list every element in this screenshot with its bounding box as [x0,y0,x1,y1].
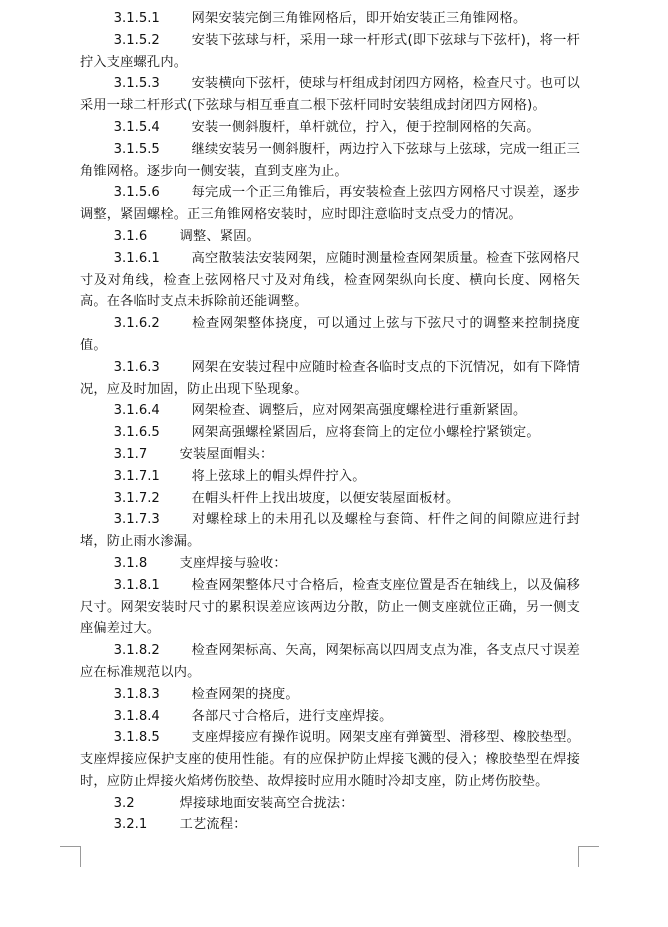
section-number: 3.1.8.2 [113,643,160,659]
paragraph [80,640,580,684]
paragraph-text: 各部尺寸合格后，进行支座焊接。 [191,708,393,724]
paragraph [80,73,580,117]
section-number: 3.1.7.2 [113,490,160,506]
section-number: 3.2.1 [113,817,148,833]
paragraph [80,509,580,553]
paragraph-text: 支座焊接应有操作说明。网架支座有弹簧型、滑移型、橡胶垫型。支座焊接应保护支座的使用性能。有的应保护防止焊接飞溅的侵入；橡胶垫型在焊接时，应防止焊接火焰烤伤胶垫、故焊接时应用水随时冷却支座，防止烤伤胶垫。 [80,730,580,789]
paragraph-text: 调整、紧固。 [179,228,260,244]
section-number: 3.1.6.3 [113,359,160,375]
section-number: 3.1.8.1 [113,577,160,593]
paragraph-text: 网架高强螺栓紧固后，应将套筒上的定位小螺栓拧紧锁定。 [191,425,540,441]
section-number: 3.2 [113,795,135,811]
paragraph [80,248,580,313]
paragraph [80,400,580,422]
paragraph-text: 检查网架整体尺寸合格后，检查支座位置是否在轴线上，以及偏移尺寸。网架安装时尺寸的累积误差应该两边分散，防止一侧支座就位正确，另一侧支座偏差过大。 [80,577,580,637]
paragraph [80,684,580,706]
paragraph-text: 安装横向下弦杆，使球与杆组成封闭四方网格，检查尺寸。也可以采用一球二杆形式(下弦球与相互垂直二根下弦杆同时安装组成封闭四方网格)。 [80,76,580,114]
paragraph [80,466,580,488]
paragraph-text: 焊接球地面安装高空合拢法： [179,795,354,811]
section-number: 3.1.6 [113,228,148,244]
paragraph [80,575,580,640]
paragraph [80,182,580,226]
section-number: 3.1.6.4 [113,403,160,419]
section-number: 3.1.5.2 [113,32,160,48]
paragraph [80,226,580,248]
paragraph-text: 安装一侧斜腹杆，单杆就位，拧入，便于控制网格的矢高。 [191,119,540,135]
paragraph [80,30,580,74]
paragraph-text: 检查网架标高、矢高，网架标高以四周支点为准，各支点尺寸误差应在标准规范以内。 [80,643,580,680]
section-number: 3.1.8.5 [113,730,160,746]
paragraph-text: 高空散装法安装网架，应随时测量检查网架质量。检查下弦网格尺寸及对角线，检查上弦网格尺寸及对角线，检查网架纵向长度、横向长度、网格矢高。在各临时支点未拆除前还能调整。 [80,250,580,310]
crop-mark-bottom-right [578,846,599,867]
paragraph [80,422,580,444]
section-number: 3.1.6.1 [113,250,160,266]
section-number: 3.1.8.3 [113,686,160,702]
document-body [80,8,580,836]
section-number: 3.1.5.6 [113,185,160,201]
section-number: 3.1.8 [113,555,148,571]
paragraph-text: 安装屋面帽头： [179,446,274,462]
paragraph [80,814,580,836]
paragraph [80,488,580,510]
paragraph-text: 每完成一个正三角锥后，再安装检查上弦四方网格尺寸误差，逐步调整，紧固螺栓。正三角锥网格安装时，应时即注意临时支点受力的情况。 [80,185,580,223]
section-number: 3.1.5.4 [113,119,160,135]
section-number: 3.1.8.4 [113,708,160,724]
paragraph-text: 检查网架整体挠度，可以通过上弦与下弦尺寸的调整来控制挠度值。 [80,316,580,353]
paragraph [80,553,580,575]
section-number: 3.1.6.2 [113,316,160,332]
paragraph-text: 工艺流程： [179,817,247,833]
section-number: 3.1.7.3 [113,512,160,528]
paragraph-text: 检查网架的挠度。 [191,686,299,702]
paragraph [80,706,580,728]
paragraph [80,8,580,30]
paragraph-text: 网架检查、调整后，应对网架高强度螺栓进行重新紧固。 [191,403,527,419]
paragraph-text: 支座焊接与验收： [179,555,287,571]
section-number: 3.1.5.1 [113,11,160,26]
paragraph-text: 继续安装另一侧斜腹杆，两边拧入下弦球与上弦球，完成一组正三角锥网格。逐步向一侧安装，直到支座为止。 [80,141,580,179]
paragraph [80,139,580,183]
paragraph [80,313,580,357]
paragraph-text: 对螺栓球上的未用孔以及螺栓与套筒、杆件之间的间隙应进行封堵，防止雨水渗漏。 [80,512,580,550]
section-number: 3.1.5.5 [113,141,160,157]
paragraph-text: 将上弦球上的帽头焊件拧入。 [191,468,366,484]
paragraph [80,357,580,401]
paragraph [80,117,580,139]
paragraph-text: 网架在安装过程中应随时检查各临时支点的下沉情况，如有下降情况，应及时加固，防止出现下坠现象。 [80,359,580,397]
crop-mark-bottom-left [60,846,81,867]
paragraph [80,793,580,815]
section-number: 3.1.7 [113,446,148,462]
paragraph [80,727,580,792]
paragraph [80,444,580,466]
paragraph-text: 网架安装完倒三角锥网格后，即开始安装正三角锥网格。 [191,11,527,26]
paragraph-text: 安装下弦球与杆，采用一球一杆形式(即下弦球与下弦杆)，将一杆拧入支座螺孔内。 [80,32,580,70]
section-number: 3.1.5.3 [113,76,160,92]
section-number: 3.1.6.5 [113,425,160,441]
section-number: 3.1.7.1 [113,468,160,484]
paragraph-text: 在帽头杆件上找出坡度，以便安装屋面板材。 [191,490,460,506]
